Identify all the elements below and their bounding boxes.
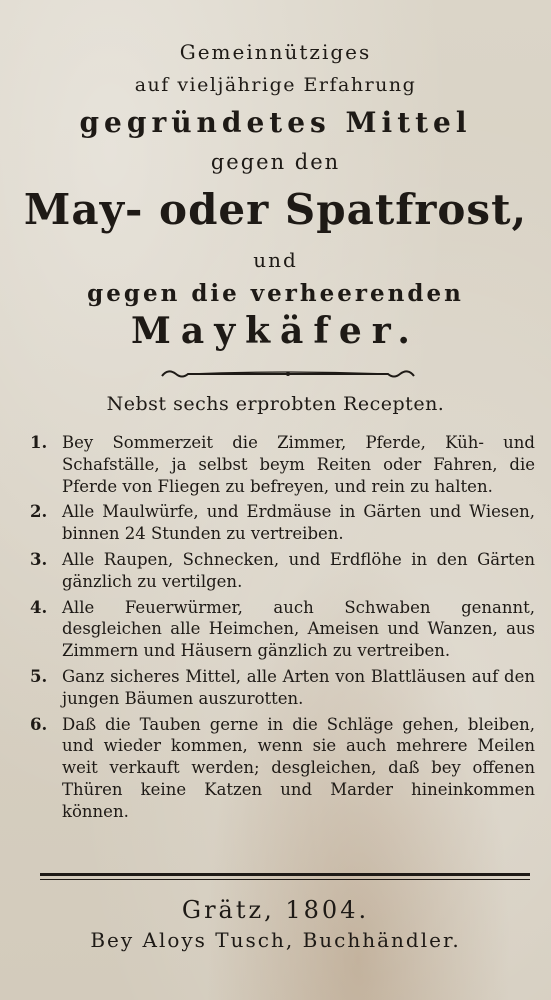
item-text: Daß die Tauben gerne in die Schläge gehen, bleiben, und wieder kommen, wenn sie auch mehrere Meilen weit verkauft werden; desgleichen, daß bey offenen Thüren keine Katzen und Marder hineinkommen können. [62,714,535,821]
recipe-list [30,432,535,827]
item-number: 1. [30,433,48,452]
list-item [30,597,535,662]
item-number: 6. [30,714,48,734]
title-line-6: und [253,248,298,272]
imprint-publisher: Bey Aloys Tusch, Buchhändler. [90,928,461,952]
ornament-divider [158,366,418,382]
item-number: 5. [30,666,48,686]
title-line-1: Gemeinnütziges [179,40,372,64]
double-rule-thick [40,873,530,876]
item-number: 4. [30,597,48,617]
list-item [30,714,535,823]
list-item [30,549,535,593]
item-number: 2. [30,502,48,522]
list-item [30,666,535,710]
subheading: Nebst sechs erprobten Recepten. [106,393,445,415]
title-line-4: gegen den [210,150,341,174]
list-item [30,501,535,545]
item-text: Bey Sommerzeit die Zimmer, Pferde, Küh- und Schafställe, ja selbst beym Reiten oder Fahren, die Pferde von Fliegen zu befreyen, und rein zu halten. [62,433,535,496]
imprint-place-date: Grätz, 1804. [181,896,370,924]
title-line-7: gegen die verheerenden [87,280,464,307]
item-text: Alle Raupen, Schnecken, und Erdflöhe in den Gärten gänzlich zu vertilgen. [62,549,535,591]
list-item [30,432,535,497]
title-subject: Maykäfer. [131,310,420,352]
title-main: May- oder Spatfrost, [23,185,528,234]
item-text: Alle Feuerwürmer, auch Schwaben genannt, desgleichen alle Heimchen, Ameisen und Wanzen, aus Zimmern und Häusern gänzlich zu vertreiben. [62,597,535,661]
item-text: Alle Maulwürfe, und Erdmäuse in Gärten und Wiesen, binnen 24 Stunden zu vertreiben. [62,502,535,544]
title-line-2: auf vieljährige Erfahrung [134,74,417,96]
item-number: 3. [30,549,48,569]
title-line-3: gegründetes Mittel [79,106,472,139]
double-rule-thin [40,879,530,880]
item-text: Ganz sicheres Mittel, alle Arten von Blattläusen auf den jungen Bäumen auszurotten. [62,666,535,708]
